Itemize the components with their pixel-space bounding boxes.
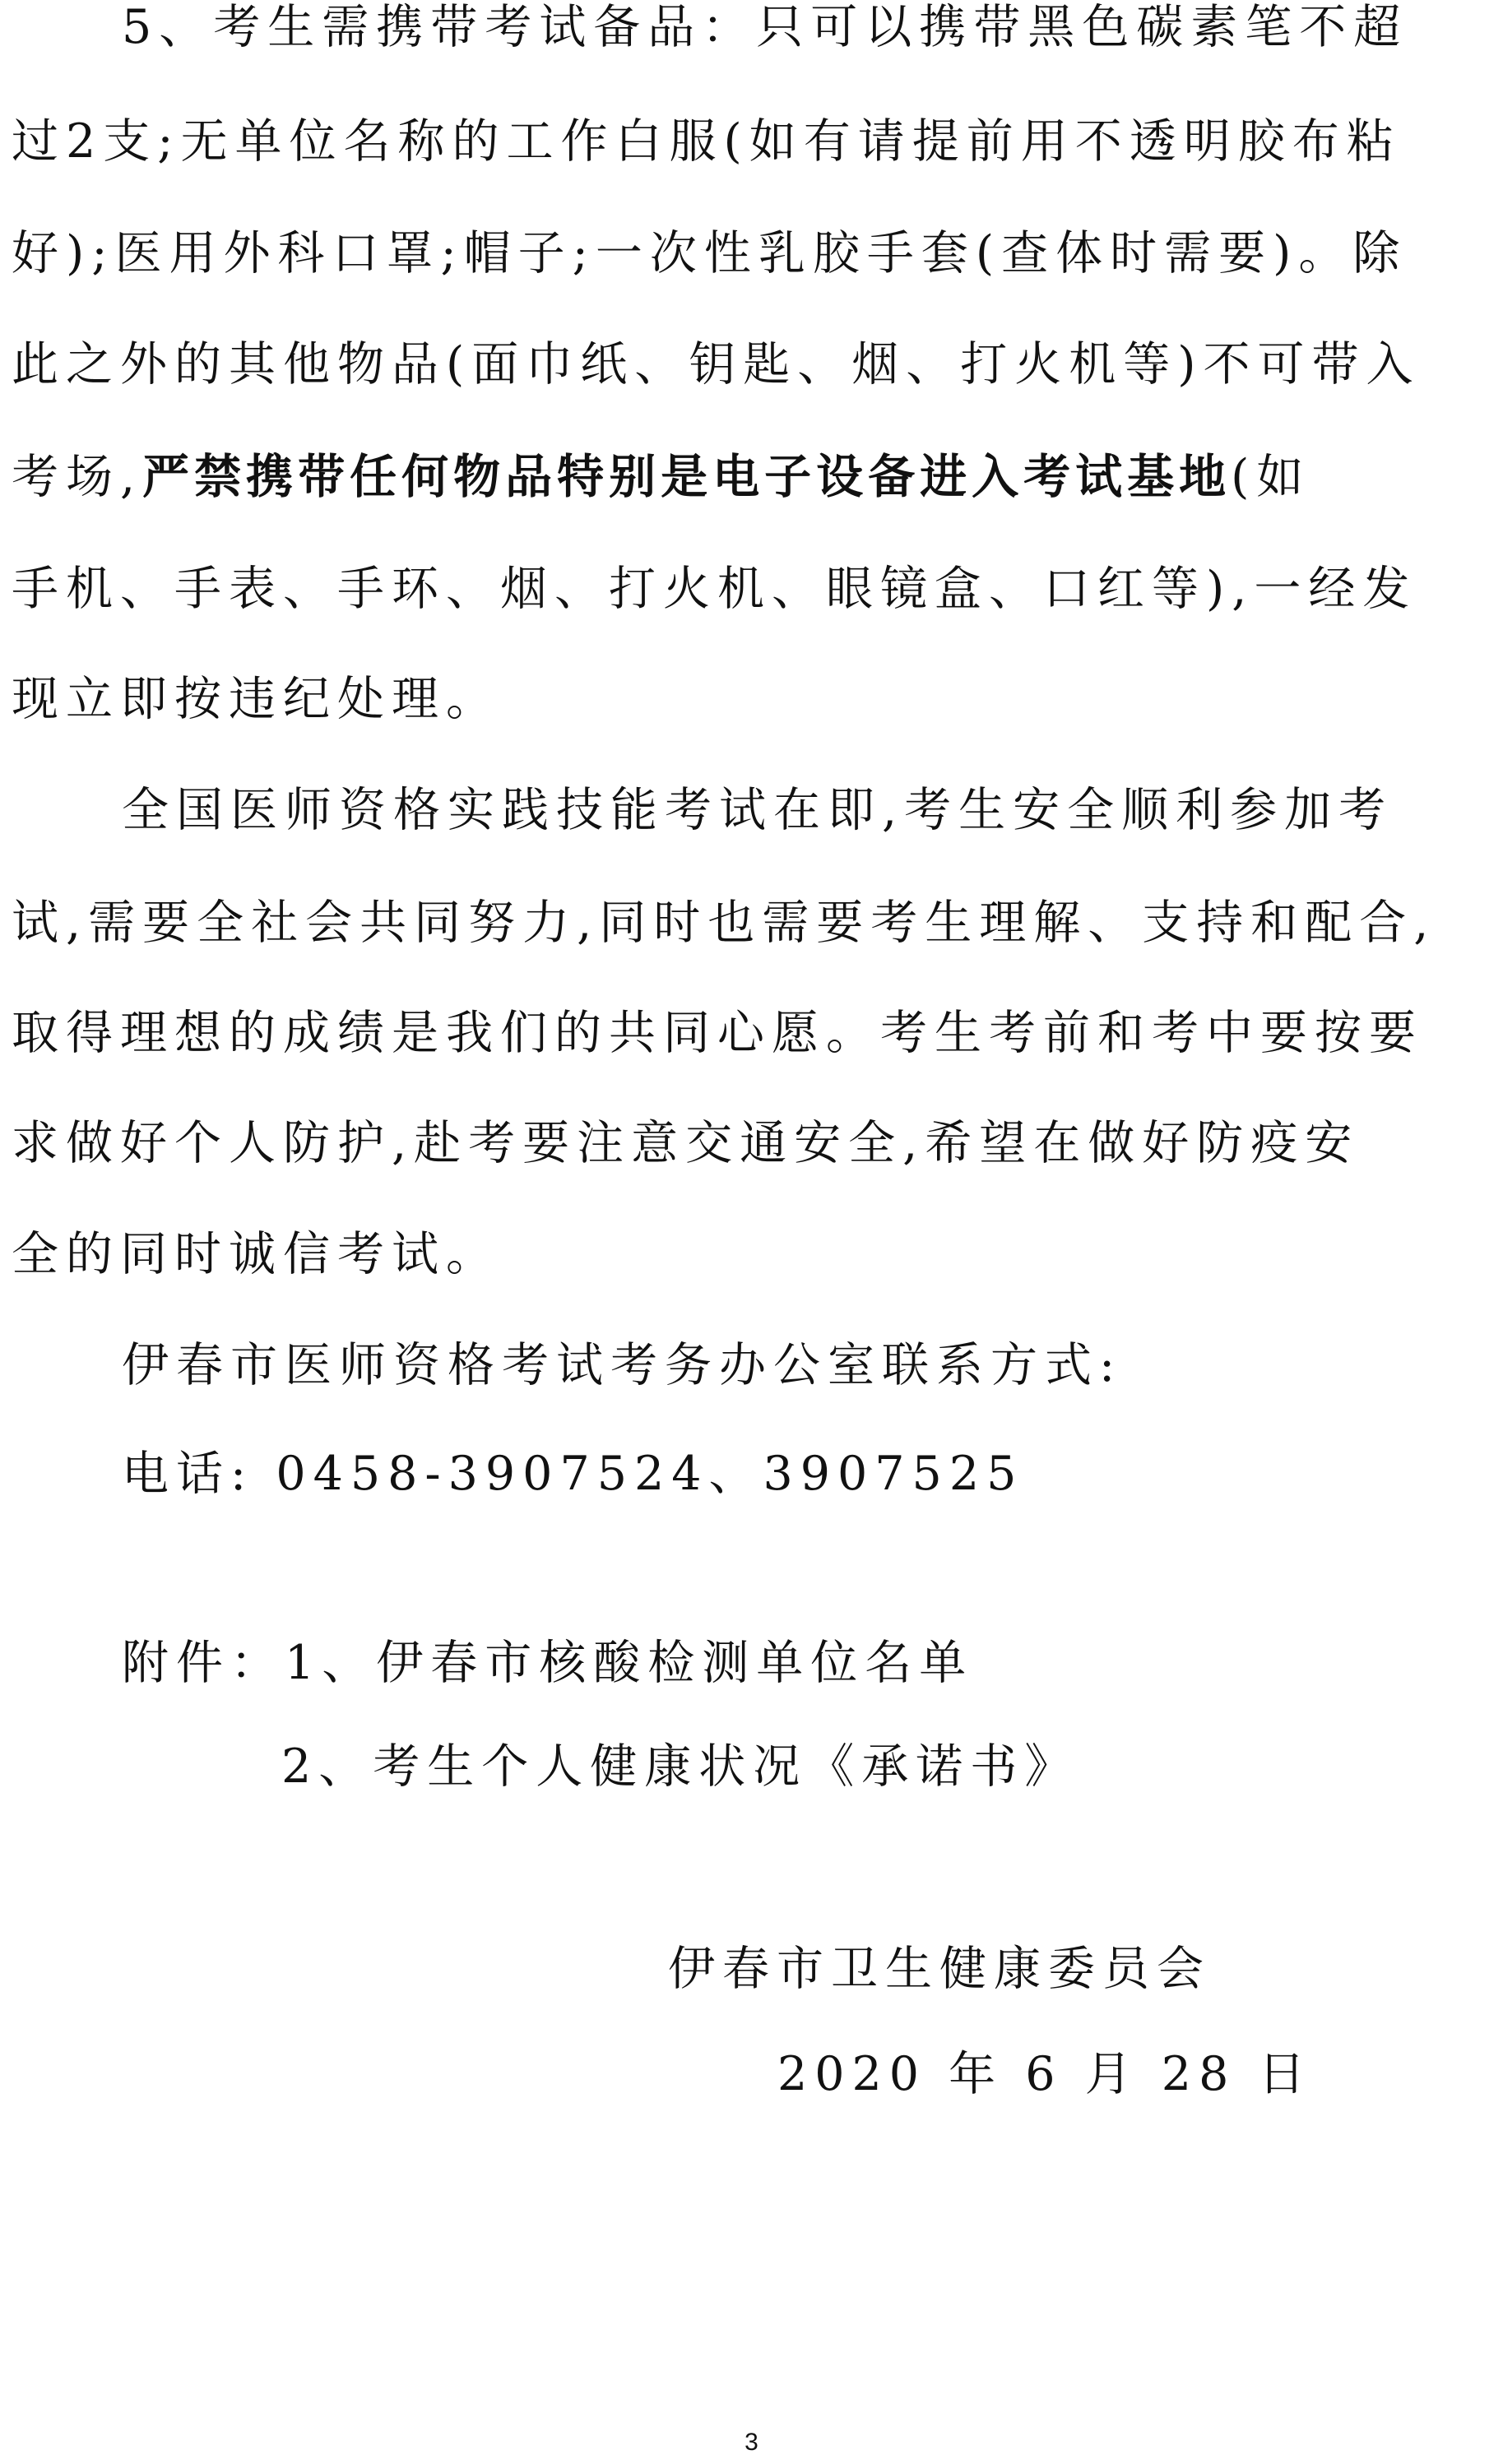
item5-line-5 xyxy=(12,444,1310,510)
closing-line-5: 全的同时诚信考试。 xyxy=(12,1227,500,1281)
attachment-2: 2、考生个人健康状况《承诺书》 xyxy=(281,1739,1079,1794)
item5-line-6: 手机、手表、手环、烟、打火机、眼镜盒、口红等),一经发 xyxy=(12,562,1417,616)
item5-line-5-suffix: (如 xyxy=(1231,450,1311,504)
item5-line-7: 现立即按违纪处理。 xyxy=(12,672,500,726)
item5-line-3: 好);医用外科口罩;帽子;一次性乳胶手套(查体时需要)。除 xyxy=(12,226,1408,280)
item5-line-1: 5、考生需携带考试备品：只可以携带黑色碳素笔不超 xyxy=(122,0,1408,54)
contact-phone: 电话: 0458-3907524、3907525 xyxy=(122,1447,1024,1501)
closing-line-2: 试,需要全社会共同努力,同时也需要考生理解、支持和配合, xyxy=(12,896,1436,950)
attachment-1: 附件：1、伊春市核酸检测单位名单 xyxy=(122,1636,974,1690)
item5-line-2: 过2支;无单位名称的工作白服(如有请提前用不透明胶布粘 xyxy=(12,114,1401,169)
closing-line-3: 取得理想的成绩是我们的共同心愿。考生考前和考中要按要 xyxy=(12,1006,1423,1060)
closing-line-4: 求做好个人防护,赴考要注意交通安全,希望在做好防疫安 xyxy=(12,1116,1360,1170)
signature-date: 2020 年 6 月 28 日 xyxy=(777,2047,1313,2101)
signature-org: 伊春市卫生健康委员会 xyxy=(668,1942,1211,1996)
page-number: 3 xyxy=(745,2429,758,2456)
contact-label: 伊春市医师资格考试考务办公室联系方式: xyxy=(122,1338,1123,1392)
item5-warning-bold: 严禁携带任何物品特别是电子设备进入考试基地 xyxy=(142,450,1232,504)
item5-line-5-prefix: 考场, xyxy=(12,450,143,504)
closing-line-1: 全国医师资格实践技能考试在即,考生安全顺利参加考 xyxy=(122,783,1394,837)
item5-line-4: 此之外的其他物品(面巾纸、钥匙、烟、打火机等)不可带入 xyxy=(12,337,1421,391)
